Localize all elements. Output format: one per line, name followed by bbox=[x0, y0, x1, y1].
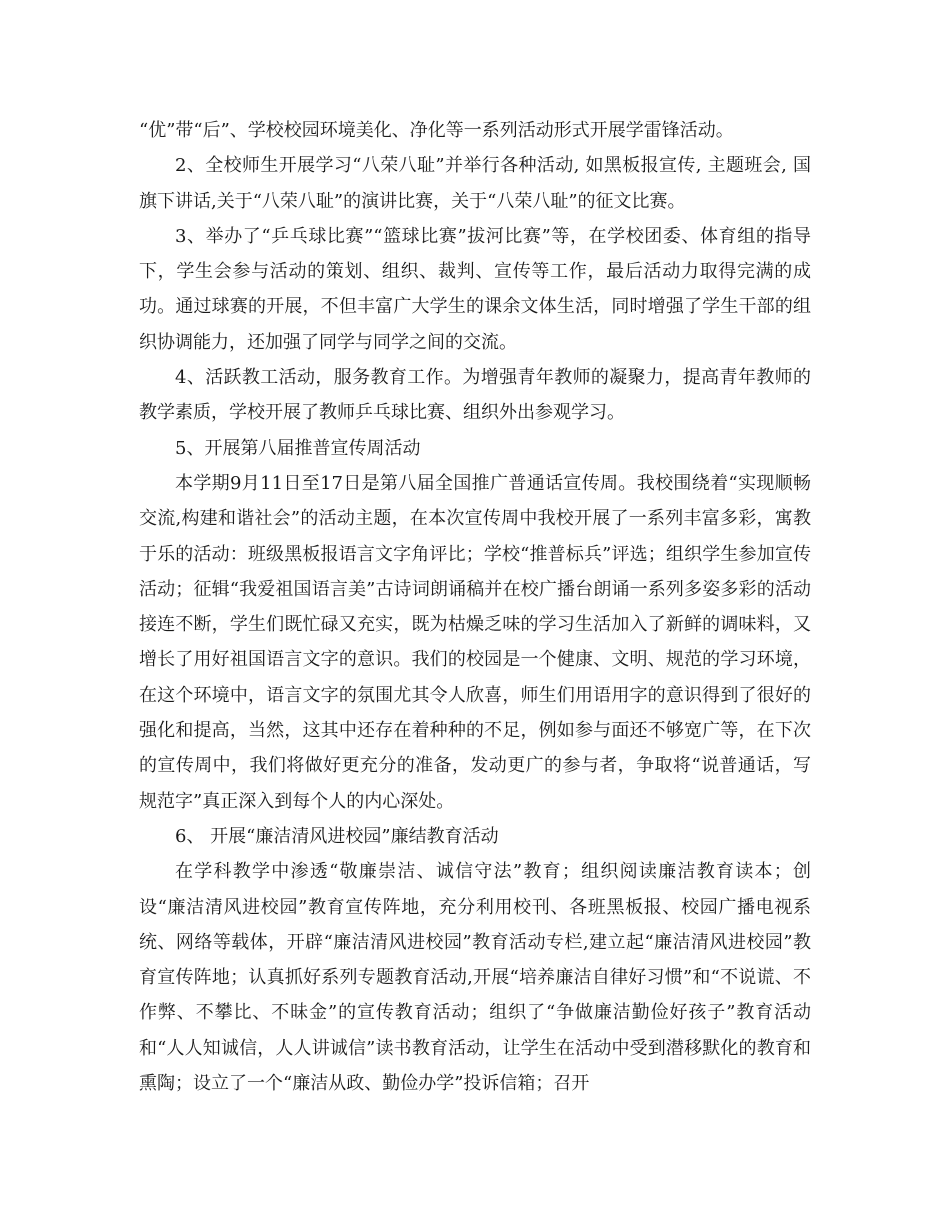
paragraph-8: 在学科教学中渗透“敬廉崇洁、诚信守法”教育；组织阅读廉洁教育读本；创设“廉洁清风进校园”教育宣传阵地，充分利用校刊、各班黑板报、校园广播电视系统、网络等载体，开辟“廉洁清风进校园”教育活动专栏,建立起“廉洁清风进校园”教育宣传阵地；认真抓好系列专题教育活动,开展“培养廉洁自律好习惯”和“不说谎、不作弊、不攀比、不昧金”的宣传教育活动；组织了“争做廉洁勤俭好孩子”教育活动和“人人知诚信，人人讲诚信”读书教育活动，让学生在活动中受到潜移默化的教育和熏陶；设立了一个“廉洁从政、勤俭办学”投诉信箱；召开 bbox=[139, 861, 811, 1095]
paragraph-4: 4、活跃教工活动，服务教育工作。为增强青年教师的凝聚力，提高青年教师的教学素质，学校开展了教师乒乓球比赛、组织外出参观学习。 bbox=[139, 367, 811, 424]
section-heading-5: 5、开展第八届推普宣传周活动 bbox=[175, 437, 421, 459]
document-body bbox=[139, 113, 811, 1101]
paragraph-3: 3、举办了“乒乓球比赛”“篮球比赛”拔河比赛”等，在学校团委、体育组的指导下，学生会参与活动的策划、组织、裁判、宣传等工作，最后活动力取得完满的成功。通过球赛的开展，不但丰富广大学生的课余文体生活，同时增强了学生干部的组织协调能力，还加强了同学与同学之间的交流。 bbox=[139, 225, 811, 353]
paragraph-1: “优”带“后”、学校校园环境美化、净化等一系列活动形式开展学雷锋活动。 bbox=[139, 120, 734, 141]
paragraph-6: 本学期9月11日至17日是第八届全国推广普通话宣传周。我校围绕着“实现顺畅交流,构建和谐社会”的活动主题，在本次宣传周中我校开展了一系列丰富多彩，寓教于乐的活动：班级黑板报语言文字角评比；学校“推普标兵”评选；组织学生参加宣传活动；征辑“我爱祖国语言美”古诗词朗诵稿并在校广播台朗诵一系列多姿多彩的活动接连不断，学生们既忙碌又充实，既为枯燥乏味的学习生活加入了新鲜的调味料，又增长了用好祖国语言文字的意识。我们的校园是一个健康、文明、规范的学习环境，在这个环境中，语言文字的氛围尤其令人欣喜，师生们用语用字的意识得到了很好的强化和提高，当然，这其中还存在着种种的不足，例如参与面还不够宽广等，在下次的宣传周中，我们将做好更充分的准备，发动更广的参与者，争取将“说普通话，写规范字”真正深入到每个人的内心深处。 bbox=[139, 472, 811, 812]
section-heading-6: 6、 开展“廉洁清风进校园”廉结教育活动 bbox=[175, 825, 499, 847]
paragraph-2: 2、全校师生开展学习“八荣八耻”并举行各种活动, 如黑板报宣传, 主题班会, 国旗下讲话,关于“八荣八耻”的演讲比赛，关于“八荣八耻”的征文比赛。 bbox=[139, 155, 811, 212]
